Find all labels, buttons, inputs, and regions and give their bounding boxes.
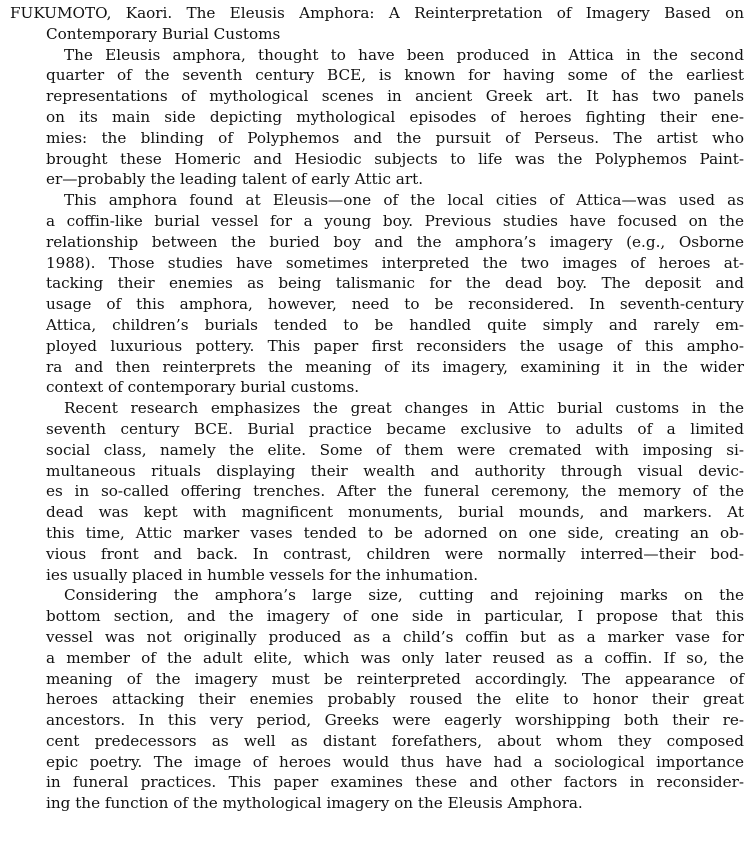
text-line: Recent research emphasizes the great changes in Attic burial customs in the: [64, 399, 744, 418]
text-line: seventh century BCE. Burial practice became exclusive to adults of a limited: [46, 419, 744, 438]
text-line: social class, namely the elite. Some of them were cremated with imposing si-: [46, 440, 744, 459]
text-line: ra and then reinterprets the meaning of its imagery, examining it in the wider: [46, 357, 744, 376]
text-line: heroes attacking their enemies probably roused the elite to honor their great: [46, 690, 744, 709]
paragraph-1: [10, 45, 744, 191]
citation-line: Contemporary Burial Customs: [46, 24, 281, 43]
text-line: 1988). Those studies have sometimes interpreted the two images of heroes at-: [46, 253, 744, 272]
text-line: meaning of the imagery must be reinterpreted accordingly. The appearance of: [46, 669, 744, 688]
text-line: The Eleusis amphora, thought to have been produced in Attica in the second: [64, 45, 744, 64]
text-line: ies usually placed in humble vessels for the inhumation.: [46, 565, 479, 584]
text-line: es in so-called offering trenches. After the funeral ceremony, the memory of the: [46, 482, 744, 501]
text-line: in funeral practices. This paper examines these and other factors in reconsider-: [46, 773, 744, 792]
text-line: quarter of the seventh century BCE, is known for having some of the earliest: [46, 66, 744, 85]
text-line: on its main side depicting mythological episodes of heroes fighting their ene-: [46, 107, 744, 126]
text-line: multaneous rituals displaying their wealth and authority through visual devic-: [46, 461, 744, 480]
text-line: ployed luxurious pottery. This paper first reconsiders the usage of this ampho-: [46, 336, 744, 355]
paragraph-3: [10, 398, 744, 585]
paragraph-4: [10, 585, 744, 814]
text-line: Considering the amphora’s large size, cutting and rejoining marks on the: [64, 586, 744, 605]
text-line: Attica, children’s burials tended to be handled quite simply and rarely em-: [46, 315, 744, 334]
text-line: This amphora found at Eleusis—one of the local cities of Attica—was used as: [64, 191, 744, 210]
text-line: ing the function of the mythological imagery on the Eleusis Amphora.: [46, 794, 583, 813]
paragraph-2: [10, 190, 744, 398]
text-line: this time, Attic marker vases tended to be adorned on one side, creating an ob-: [46, 523, 744, 542]
text-line: ancestors. In this very period, Greeks were eagerly worshipping both their re-: [46, 711, 744, 730]
text-line: representations of mythological scenes in ancient Greek art. It has two panels: [46, 87, 744, 106]
text-line: vious front and back. In contrast, children were normally interred—their bod-: [46, 544, 744, 563]
text-line: epic poetry. The image of heroes would thus have had a sociological importance: [46, 752, 744, 771]
text-line: tacking their enemies as being talismanic for the dead boy. The deposit and: [46, 274, 744, 293]
document-page: [10, 3, 744, 814]
text-line: dead was kept with magnificent monuments, burial mounds, and markers. At: [46, 503, 744, 522]
text-line: a member of the adult elite, which was only later reused as a coffin. If so, the: [46, 648, 744, 667]
text-line: mies: the blinding of Polyphemos and the pursuit of Perseus. The artist who: [46, 128, 744, 147]
text-line: context of contemporary burial customs.: [46, 378, 360, 397]
text-line: a coffin-like burial vessel for a young boy. Previous studies have focused on the: [46, 211, 744, 230]
text-line: vessel was not originally produced as a child’s coffin but as a marker vase for: [46, 627, 744, 646]
citation-line: FUKUMOTO, Kaori. The Eleusis Amphora: A Reinterpretation of Imagery Based on: [10, 4, 744, 22]
text-line: relationship between the buried boy and the amphora’s imagery (e.g., Osborne: [46, 232, 744, 251]
text-line: bottom section, and the imagery of one side in particular, I propose that this: [46, 607, 744, 626]
text-line: er—probably the leading talent of early Attic art.: [46, 170, 424, 189]
text-line: usage of this amphora, however, need to be reconsidered. In seventh-century: [46, 295, 744, 314]
text-line: cent predecessors as well as distant forefathers, about whom they composed: [46, 731, 744, 750]
citation-heading: [10, 3, 744, 45]
text-line: brought these Homeric and Hesiodic subjects to life was the Polyphemos Paint-: [46, 149, 744, 168]
